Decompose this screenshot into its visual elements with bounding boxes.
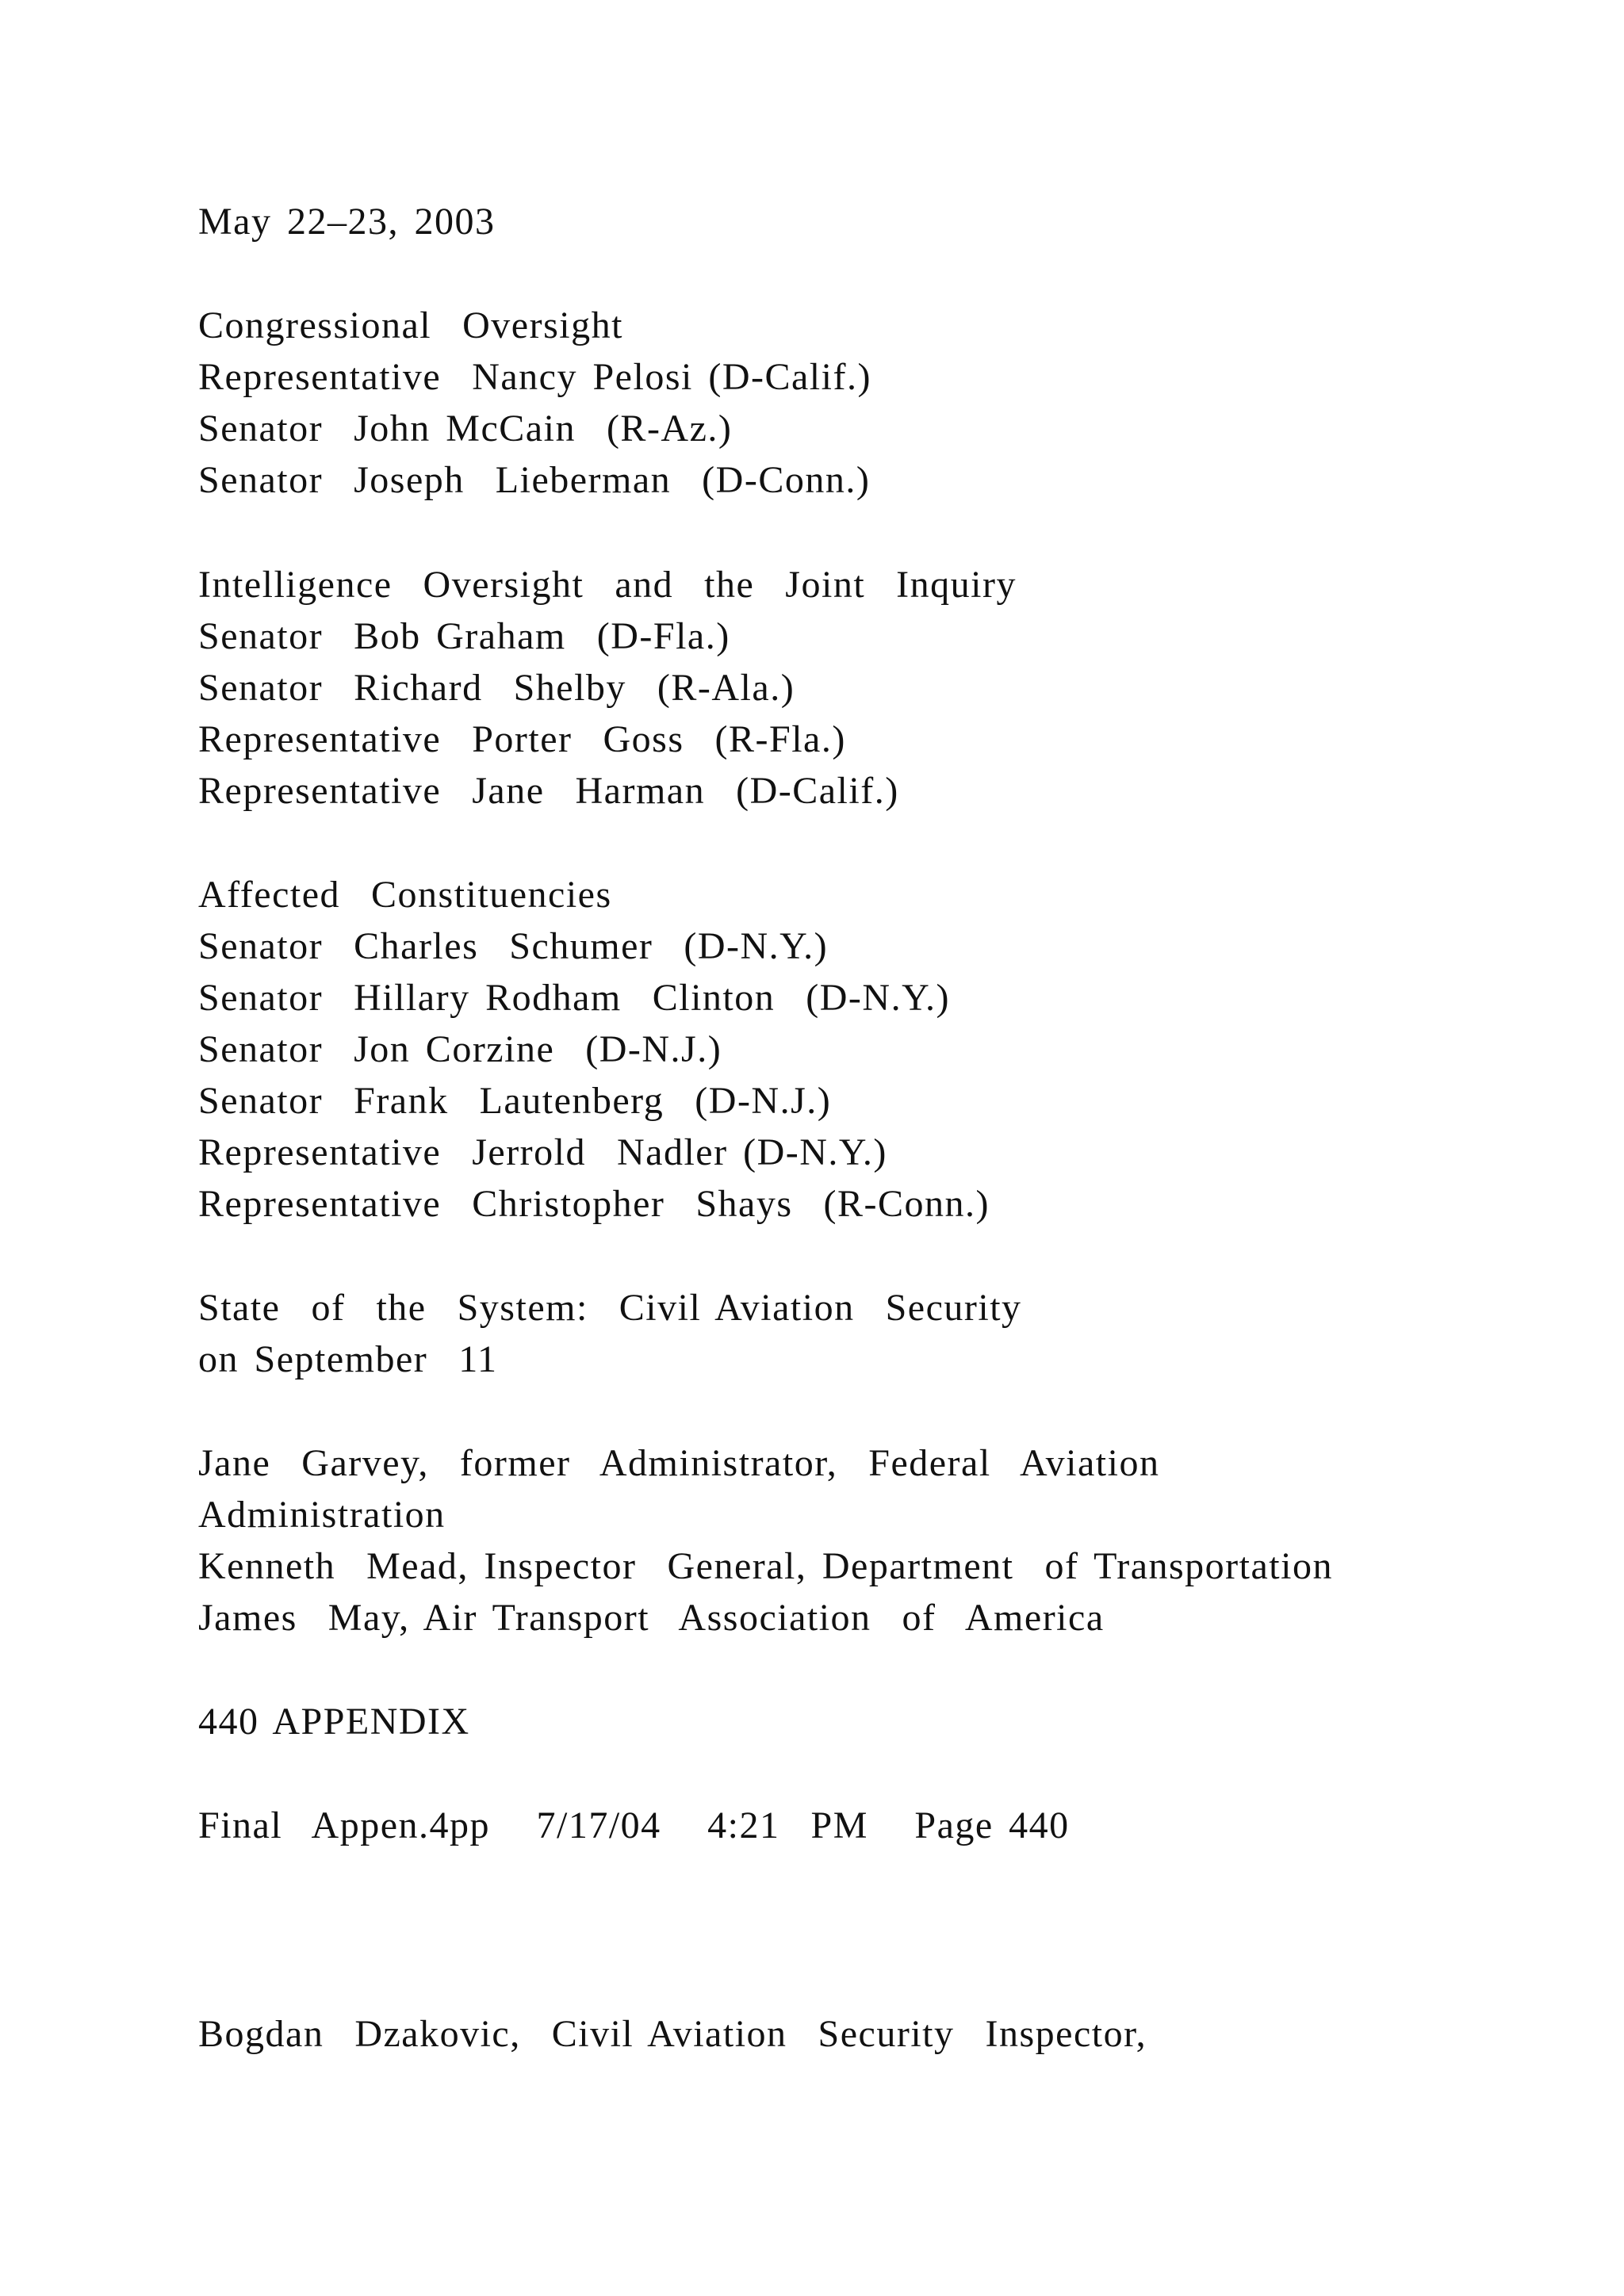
hearing-date: May 22–23, 2003 xyxy=(198,201,496,243)
witness-line: Senator Hillary Rodham Clinton (D-N.Y.) xyxy=(198,977,951,1019)
section-heading-affected: Affected Constituencies xyxy=(198,874,612,916)
witness-line: Senator Charles Schumer (D-N.Y.) xyxy=(198,925,829,967)
section-heading-congressional: Congressional Oversight xyxy=(198,304,623,346)
witness-line: Senator Jon Corzine (D-N.J.) xyxy=(198,1028,722,1070)
witness-line: Senator Joseph Lieberman (D-Conn.) xyxy=(198,459,871,501)
appendix-page-label: 440 APPENDIX xyxy=(198,1701,470,1743)
witness-line: Senator Bob Graham (D-Fla.) xyxy=(198,615,730,657)
witness-line: Representative Christopher Shays (R-Conn.) xyxy=(198,1183,990,1225)
witness-line: Senator Frank Lautenberg (D-N.J.) xyxy=(198,1080,832,1122)
section-heading-intelligence: Intelligence Oversight and the Joint Inquiry xyxy=(198,564,1017,606)
section-heading-aviation: State of the System: Civil Aviation Security xyxy=(198,1287,1022,1329)
witness-line: Senator Richard Shelby (R-Ala.) xyxy=(198,667,795,709)
witness-line: Representative Jane Harman (D-Calif.) xyxy=(198,770,899,812)
witness-line: Representative Nancy Pelosi (D-Calif.) xyxy=(198,356,871,398)
witness-line: James May, Air Transport Association of America xyxy=(198,1597,1105,1639)
witness-line: Representative Porter Goss (R-Fla.) xyxy=(198,718,846,760)
continuation-line: Bogdan Dzakovic, Civil Aviation Security Inspector, xyxy=(198,2013,1147,2055)
witness-line: Senator John McCain (R-Az.) xyxy=(198,408,733,450)
witness-line: Administration xyxy=(198,1494,446,1536)
print-slug: Final Appen.4pp 7/17/04 4:21 PM Page 440 xyxy=(198,1804,1070,1846)
witness-line: Kenneth Mead, Inspector General, Department of Transportation xyxy=(198,1545,1333,1587)
witness-line: Jane Garvey, former Administrator, Federal Aviation xyxy=(198,1442,1160,1484)
witness-line: Representative Jerrold Nadler (D-N.Y.) xyxy=(198,1131,887,1173)
section-heading-aviation-cont: on September 11 xyxy=(198,1338,498,1380)
